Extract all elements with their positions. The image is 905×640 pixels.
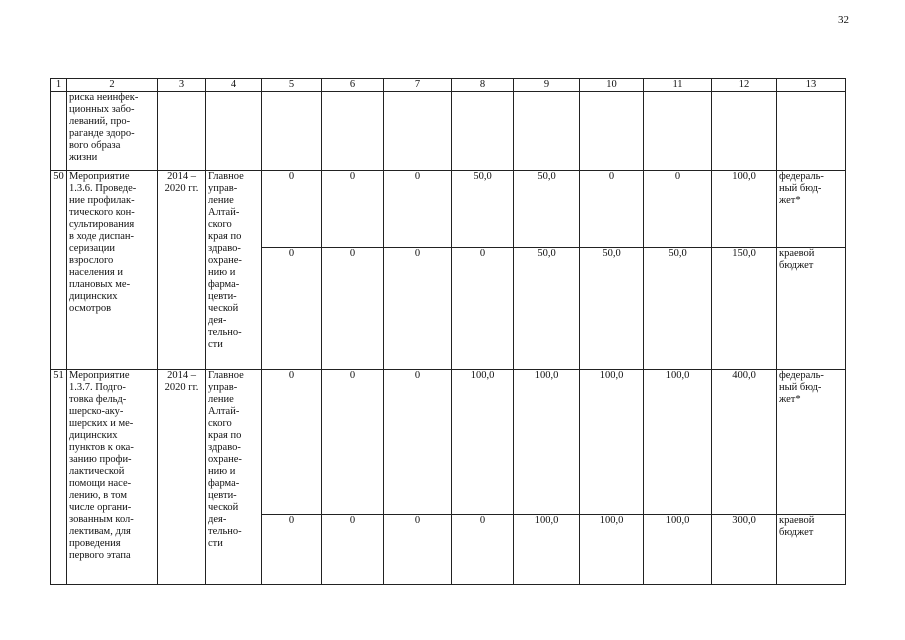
value-cell: 50,0 [514, 171, 580, 248]
value-cell: 0 [384, 370, 452, 515]
value-cell: 100,0 [644, 515, 712, 585]
value-cell: 0 [262, 171, 322, 248]
table-row-continuation [51, 92, 846, 171]
column-header: 7 [384, 79, 452, 92]
total-cell: 400,0 [712, 370, 777, 515]
value-cell: 50,0 [580, 248, 644, 370]
value-cell: 0 [384, 171, 452, 248]
value-cell: 0 [384, 515, 452, 585]
total-cell: 100,0 [712, 171, 777, 248]
value-cell: 0 [452, 248, 514, 370]
value-cell: 100,0 [514, 370, 580, 515]
column-header: 1 [51, 79, 67, 92]
value-cell: 100,0 [580, 370, 644, 515]
funding-source: федераль- ный бюд- жет* [777, 171, 846, 248]
value-cell: 50,0 [452, 171, 514, 248]
value-cell: 0 [322, 171, 384, 248]
value-cell: 0 [384, 248, 452, 370]
column-header: 8 [452, 79, 514, 92]
column-header: 13 [777, 79, 846, 92]
value-cell: 50,0 [514, 248, 580, 370]
value-cell: 0 [322, 248, 384, 370]
value-cell: 0 [644, 171, 712, 248]
page-number: 32 [838, 14, 849, 26]
column-header: 3 [158, 79, 206, 92]
funding-source: краевой бюджет [777, 515, 846, 585]
column-header: 4 [206, 79, 262, 92]
value-cell: 0 [262, 370, 322, 515]
column-number-row [51, 79, 846, 92]
value-cell: 100,0 [580, 515, 644, 585]
row-number: 51 [51, 370, 67, 585]
total-cell: 150,0 [712, 248, 777, 370]
column-header: 2 [67, 79, 158, 92]
value-cell: 100,0 [644, 370, 712, 515]
executor: Главное управ- ление Алтай- ского края по здраво- охране- нию и фарма- цевти- ческой дея- тельно- сти [206, 171, 262, 370]
row-number: 50 [51, 171, 67, 370]
column-header: 9 [514, 79, 580, 92]
period: 2014 – 2020 гг. [158, 370, 206, 585]
activity-name: Мероприятие 1.3.7. Подго- товка фельд- шерско-аку- шерских и ме- дицинских пунктов к ока- занию профи- лактической помощи насе- лению, в том числе органи- зованным кол- лективам, для проведения первого этапа [67, 370, 158, 585]
activity-name: Мероприятие 1.3.6. Проведе- ние профилак- тического кон- сультирования в ходе диспан- серизации взрослого населения и плановых ме- дицинских осмотров [67, 171, 158, 370]
column-header: 6 [322, 79, 384, 92]
value-cell: 0 [262, 248, 322, 370]
total-cell: 300,0 [712, 515, 777, 585]
value-cell: 50,0 [644, 248, 712, 370]
column-header: 11 [644, 79, 712, 92]
column-header: 12 [712, 79, 777, 92]
period: 2014 – 2020 гг. [158, 171, 206, 370]
executor: Главное управ- ление Алтай- ского края по здраво- охране- нию и фарма- цевти- ческой дея- тельно- сти [206, 370, 262, 585]
activity-name: риска неинфек- ционных забо- леваний, про- paгaнде здоро- вого образа жизни [67, 92, 158, 171]
column-header: 10 [580, 79, 644, 92]
table-row [51, 370, 846, 515]
value-cell: 0 [262, 515, 322, 585]
activities-table [50, 78, 846, 585]
value-cell: 0 [580, 171, 644, 248]
value-cell: 100,0 [452, 370, 514, 515]
value-cell: 0 [322, 515, 384, 585]
value-cell: 100,0 [514, 515, 580, 585]
table-row [51, 171, 846, 248]
column-header: 5 [262, 79, 322, 92]
value-cell: 0 [322, 370, 384, 515]
value-cell: 0 [452, 515, 514, 585]
funding-source: краевой бюджет [777, 248, 846, 370]
funding-source: федераль- ный бюд- жет* [777, 370, 846, 515]
